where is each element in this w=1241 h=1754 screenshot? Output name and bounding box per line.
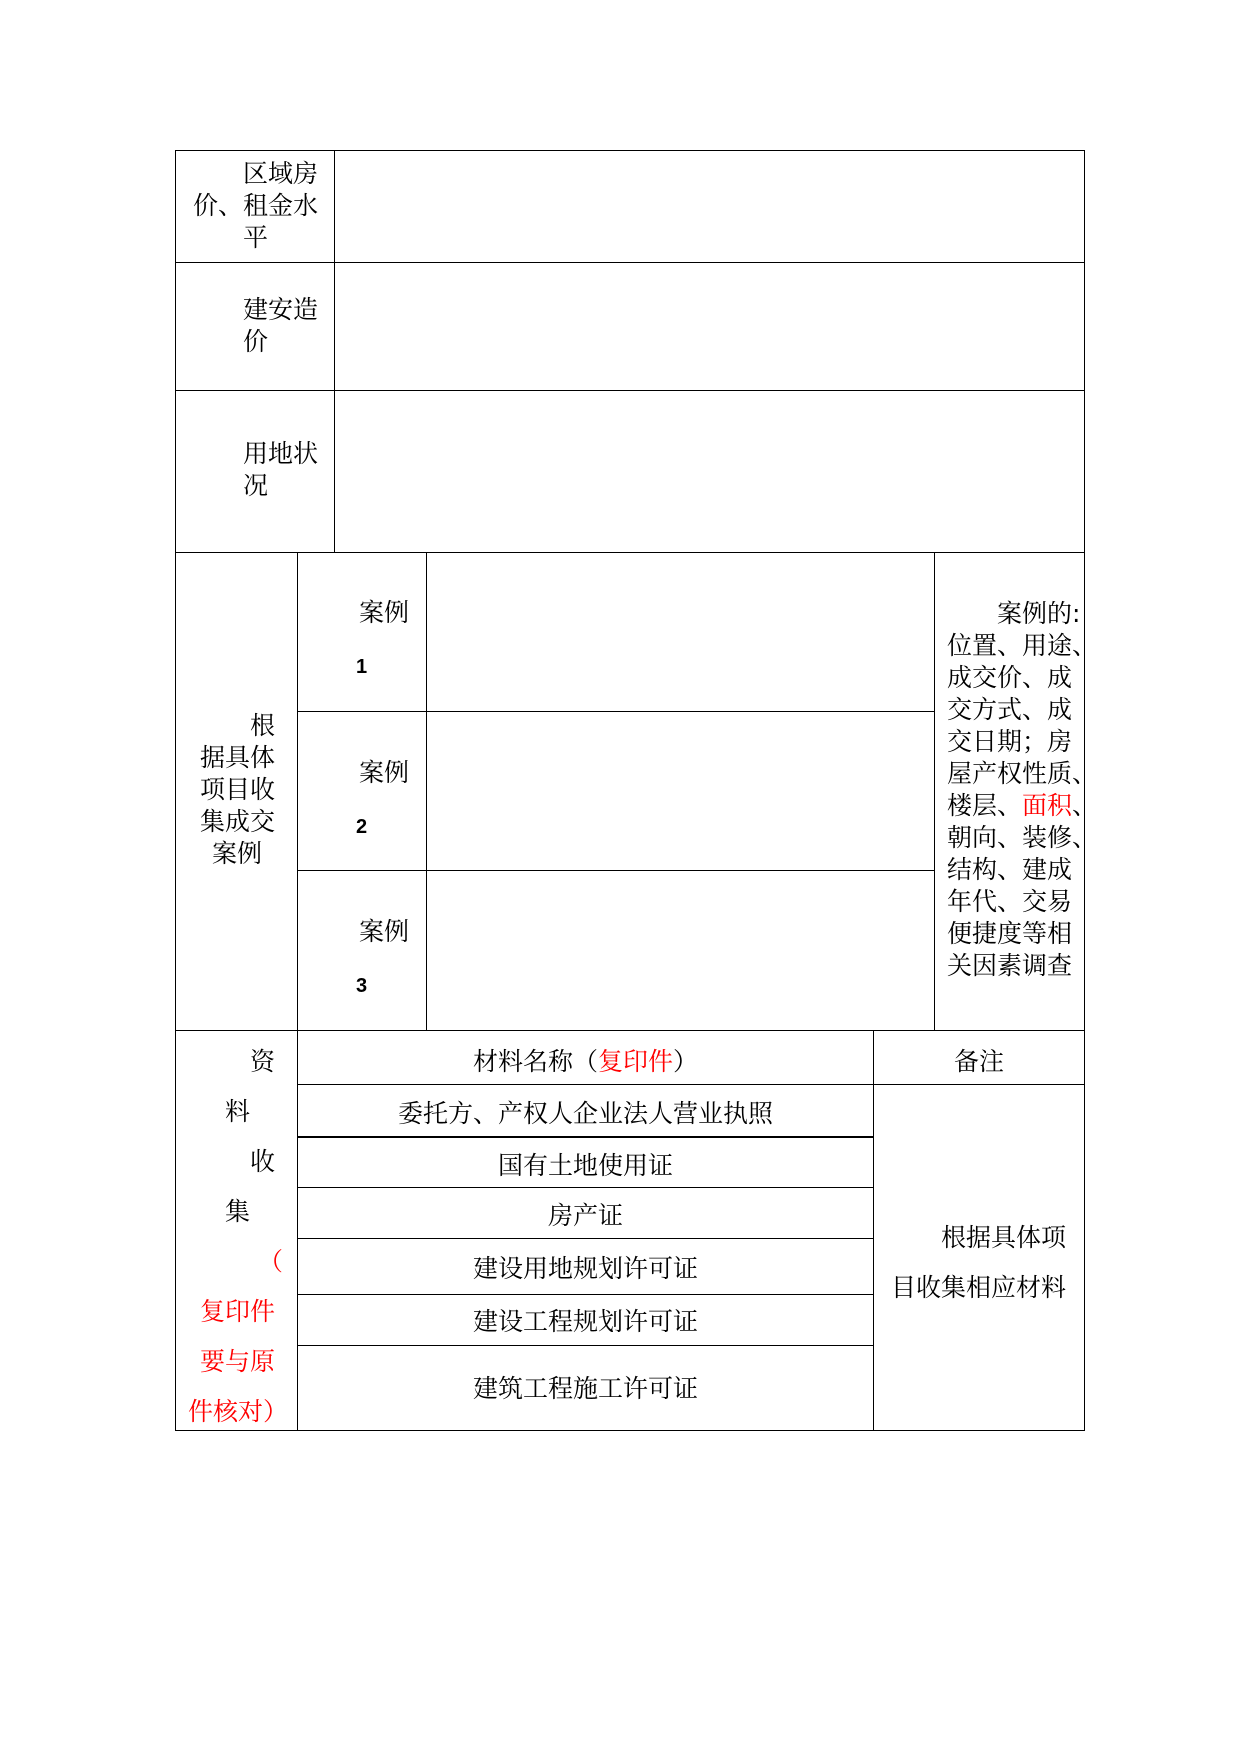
- cases-group-line: 据具体: [200, 743, 276, 772]
- materials-group-line: 集: [225, 1197, 251, 1226]
- price-label-line2: 价、租金水: [193, 191, 319, 220]
- price-label-line1: 区域房: [243, 159, 319, 188]
- material-item: 建设工程规划许可证: [472, 1307, 698, 1336]
- header-highlight: 复印件: [597, 1047, 673, 1076]
- case-content-cell[interactable]: [428, 554, 932, 709]
- row-divider: [297, 1238, 874, 1239]
- row-divider: [297, 1294, 874, 1295]
- row-divider: [297, 1345, 874, 1346]
- case-label: 案例: [359, 598, 410, 627]
- column-divider: [426, 552, 427, 1030]
- cost-label-line1: 建安造: [243, 295, 319, 324]
- case-label: 案例: [359, 917, 410, 946]
- cases-note-line: 交方式、成: [947, 695, 1073, 724]
- cases-note-line: 位置、用途、: [947, 631, 1098, 660]
- cases-note-line: 朝向、装修、: [947, 823, 1098, 852]
- cost-label-line2: 价: [243, 327, 269, 356]
- materials-name-header: [298, 1046, 873, 1078]
- materials-group-line: 料: [225, 1097, 251, 1126]
- column-divider: [334, 150, 335, 553]
- header-text: 材料名称（: [472, 1047, 598, 1076]
- case-number: 3: [356, 975, 368, 997]
- material-item: 建筑工程施工许可证: [472, 1374, 698, 1403]
- material-item: 国有土地使用证: [497, 1151, 673, 1180]
- case-number: 1: [356, 656, 368, 678]
- column-divider: [934, 552, 935, 1030]
- land-label-line1: 用地状: [243, 439, 319, 468]
- cases-group-line: 案例: [212, 839, 263, 868]
- cases-note-line: 交日期；房: [947, 727, 1073, 756]
- row-divider: [297, 1187, 874, 1188]
- row-divider: [175, 390, 1085, 391]
- price-label-line3: 平: [243, 223, 269, 252]
- row-divider: [297, 870, 935, 871]
- row-divider: [175, 1030, 1085, 1031]
- row-divider: [175, 552, 1085, 553]
- cost-content-cell[interactable]: [336, 264, 1082, 388]
- materials-group-line: 复印件: [200, 1297, 276, 1326]
- table-border-top: [175, 150, 1085, 151]
- land-content-cell[interactable]: [336, 392, 1082, 550]
- materials-group-line: 件核对）: [188, 1397, 289, 1426]
- row-divider: [297, 1136, 874, 1138]
- materials-note-line: 根据具体项: [941, 1223, 1067, 1252]
- materials-group-line: （: [258, 1247, 284, 1276]
- material-item: 委托方、产权人企业法人营业执照: [397, 1099, 773, 1128]
- case-content-cell[interactable]: [428, 872, 932, 1028]
- price-content-cell[interactable]: [336, 152, 1082, 260]
- materials-group-line: 要与原: [200, 1347, 276, 1376]
- row-divider: [175, 262, 1085, 263]
- table-border-bottom: [175, 1430, 1085, 1431]
- material-item: 建设用地规划许可证: [472, 1254, 698, 1283]
- cases-note-highlight: 面积: [1022, 791, 1073, 820]
- row-divider: [297, 711, 935, 712]
- cases-note-line: 年代、交易: [947, 887, 1073, 916]
- materials-note-line: 目收集相应材料: [891, 1273, 1067, 1302]
- cases-note-line: 关因素调查: [947, 951, 1073, 980]
- cases-note-line: 结构、建成: [947, 855, 1073, 884]
- land-label-line2: 况: [243, 471, 269, 500]
- header-text: ）: [673, 1047, 699, 1076]
- case-label: 案例: [359, 758, 410, 787]
- case-content-cell[interactable]: [428, 713, 932, 868]
- cases-group-line: 项目收: [200, 775, 276, 804]
- cases-note-line: 屋产权性质、: [947, 759, 1098, 788]
- materials-group-line: 资: [250, 1047, 276, 1076]
- cases-note-line: 案例的:: [997, 599, 1081, 628]
- table-border-left: [175, 150, 176, 1431]
- cases-note-text: 楼层、: [947, 791, 1023, 820]
- cases-note-text: 、: [1072, 791, 1098, 820]
- case-number: 2: [356, 816, 368, 838]
- cases-note-line: 便捷度等相: [947, 919, 1073, 948]
- materials-group-line: 收: [250, 1147, 276, 1176]
- column-divider: [873, 1030, 874, 1431]
- row-divider: [297, 1084, 1085, 1085]
- materials-note-header: 备注: [953, 1047, 1004, 1076]
- material-item: 房产证: [547, 1201, 623, 1230]
- cases-group-line: 集成交: [200, 807, 276, 836]
- cases-note-line-area: [947, 790, 1097, 822]
- column-divider: [297, 552, 298, 1431]
- cases-group-line: 根: [250, 711, 276, 740]
- cases-note-line: 成交价、成: [947, 663, 1073, 692]
